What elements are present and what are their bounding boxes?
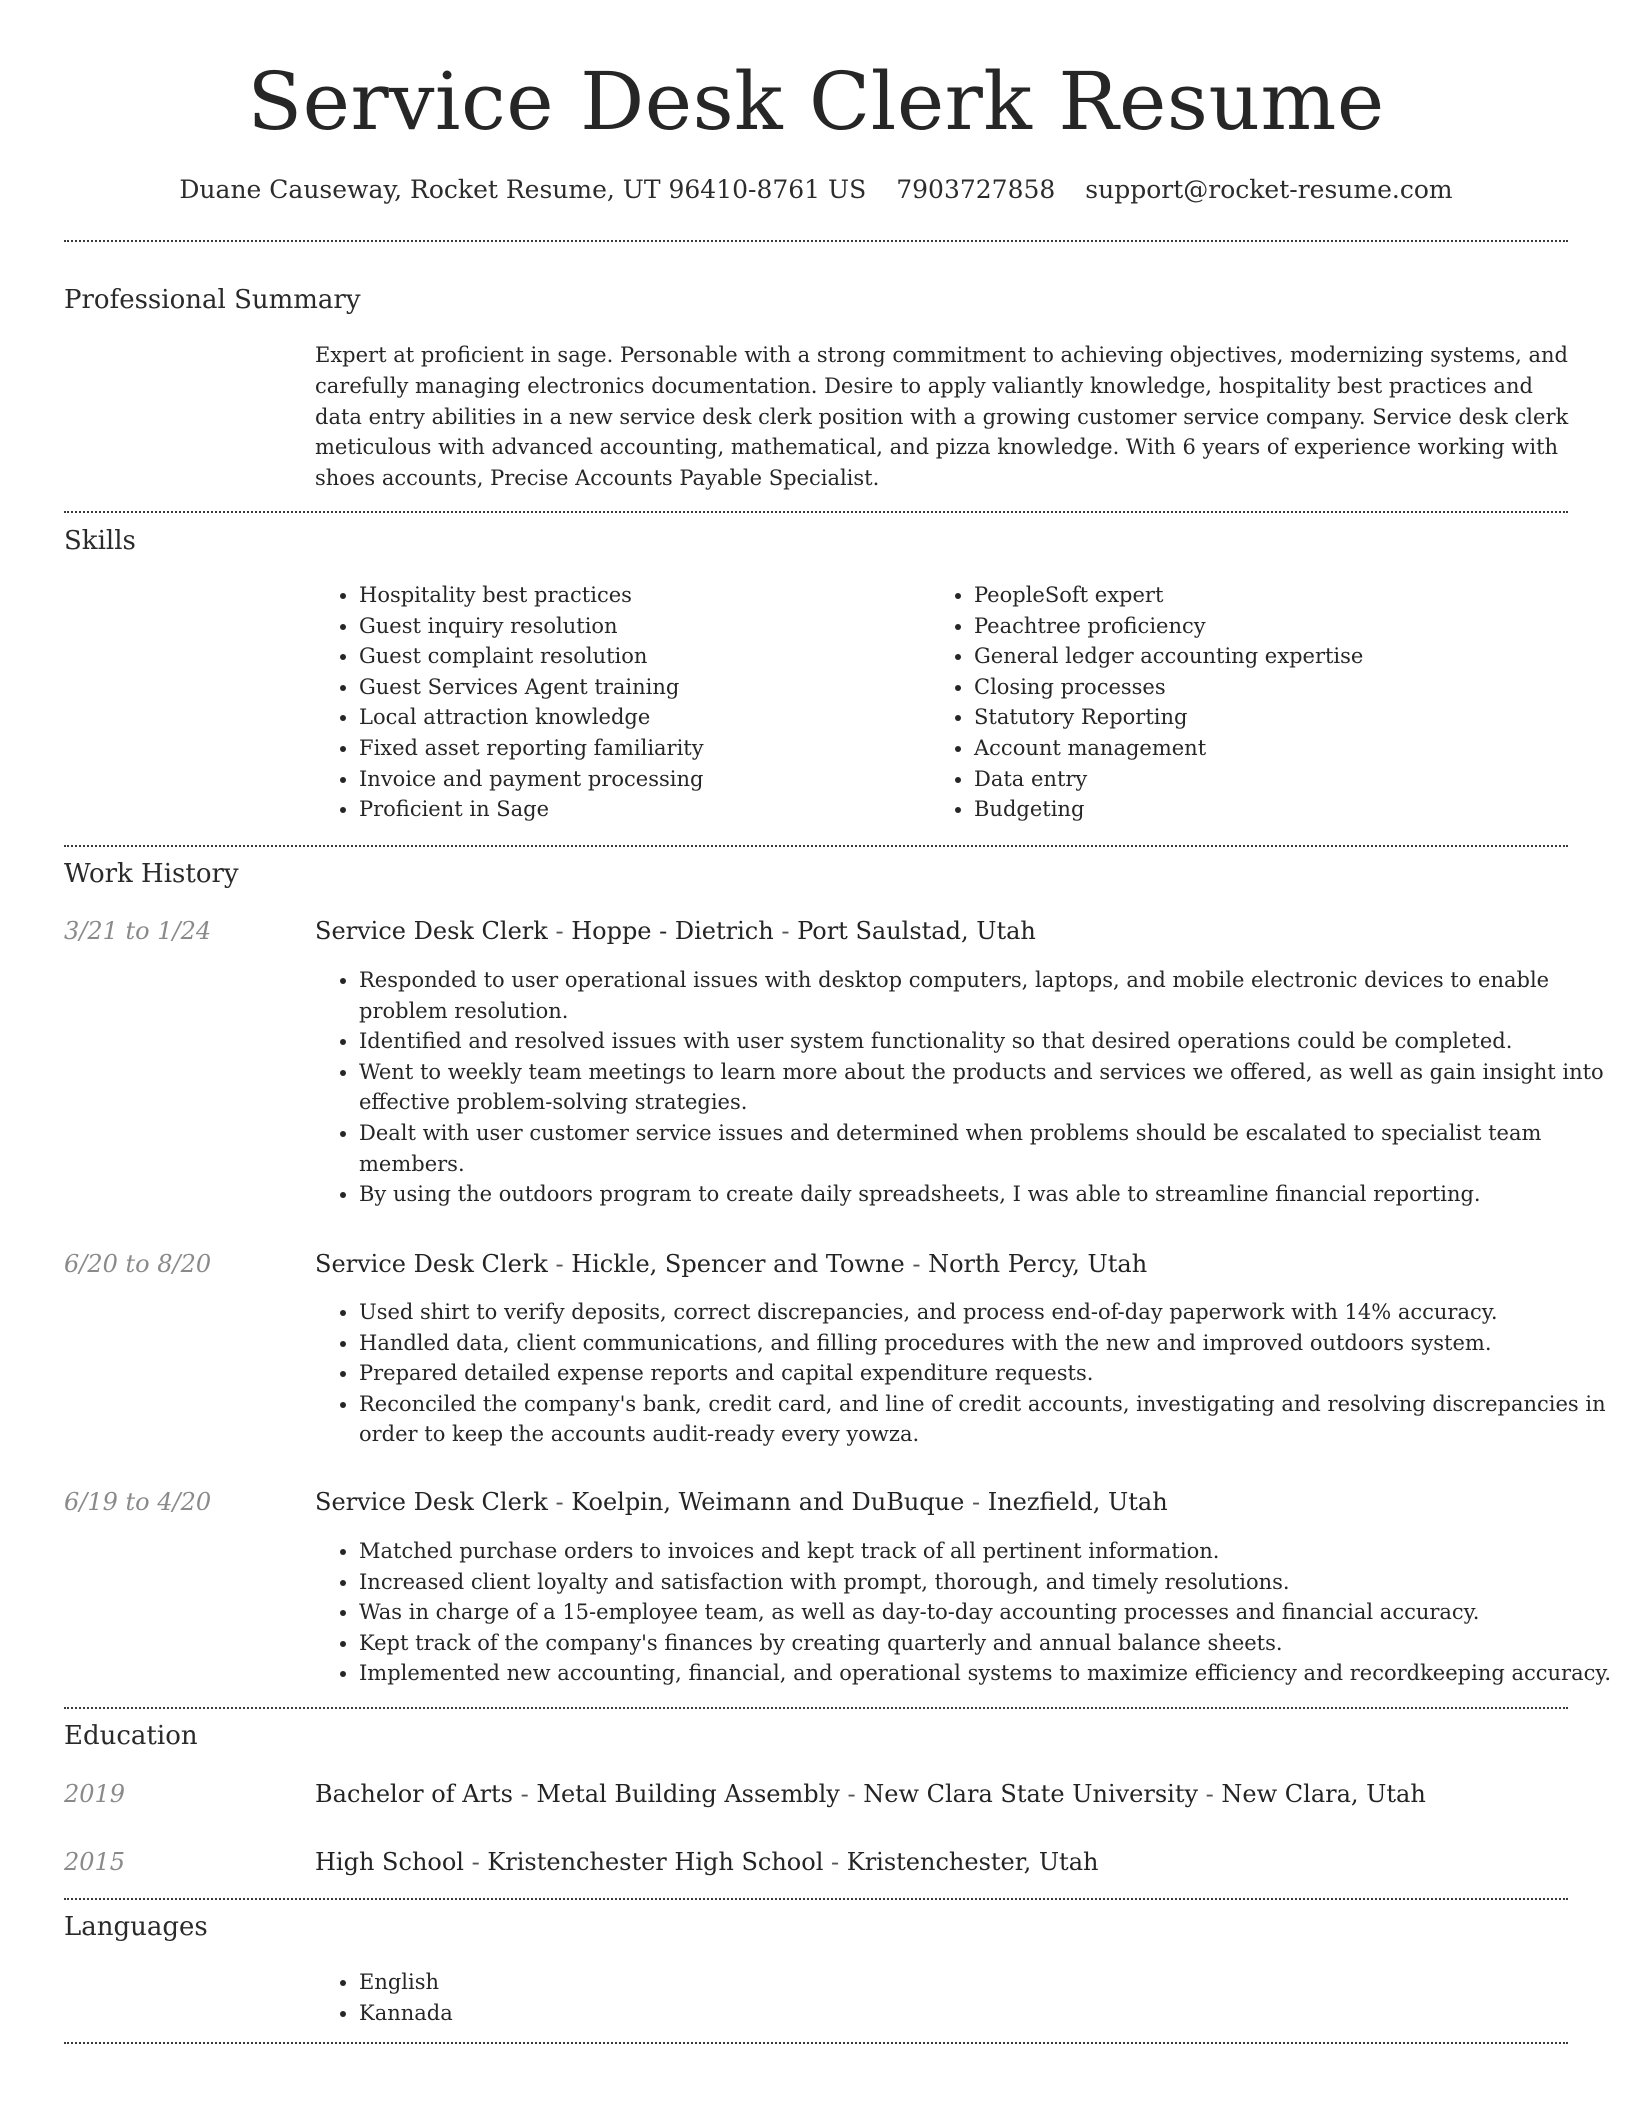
education-field: Metal Building Assembly — [536, 1780, 840, 1808]
separator: - — [773, 917, 798, 945]
job-bullet: • Matched purchase orders to invoices and kept track of all pertinent information. — [359, 1536, 1614, 1567]
contact-phone: 7903727858 — [896, 175, 1056, 204]
separator: - — [964, 1488, 988, 1516]
job-location: North Percy, Utah — [928, 1250, 1148, 1278]
job-bullet: • Implemented new accounting, financial, and operational systems to maximize efficiency and recordkeeping accuracy. — [359, 1658, 1614, 1689]
separator: - — [513, 1780, 537, 1808]
summary-heading: Professional Summary — [64, 285, 361, 315]
languages-heading: Languages — [64, 1912, 208, 1942]
job-bullet: • Kept track of the company's finances by creating quarterly and annual balance sheets. — [359, 1628, 1614, 1659]
job-bullet: • By using the outdoors program to create daily spreadsheets, I was able to streamline financial reporting. — [359, 1179, 1614, 1210]
skill-item: • Guest complaint resolution — [359, 641, 919, 672]
job-dates: 3/21 to 1/24 — [64, 917, 212, 945]
job-dates: 6/19 to 4/20 — [64, 1488, 212, 1516]
education-location: Kristenchester, Utah — [846, 1848, 1099, 1876]
separator: - — [547, 917, 572, 945]
education-year: 2015 — [64, 1848, 126, 1876]
job-heading — [315, 1485, 1168, 1519]
education-degree: High School — [315, 1848, 464, 1876]
job-title: Service Desk Clerk — [315, 1488, 548, 1516]
section-divider — [64, 2042, 1568, 2044]
job-bullet: • Prepared detailed expense reports and capital expenditure requests. — [359, 1358, 1614, 1389]
education-location: New Clara, Utah — [1221, 1780, 1426, 1808]
job-bullets — [315, 1297, 1614, 1450]
skill-item: • Statutory Reporting — [974, 702, 1594, 733]
education-heading: Education — [64, 1721, 198, 1751]
skill-item: • Fixed asset reporting familiarity — [359, 733, 919, 764]
skill-item: • Guest Services Agent training — [359, 672, 919, 703]
skill-item: • Invoice and payment processing — [359, 764, 919, 795]
job-bullet: • Was in charge of a 15-employee team, as well as day-to-day accounting processes and financial accuracy. — [359, 1597, 1614, 1628]
job-dates: 6/20 to 8/20 — [64, 1250, 212, 1278]
separator: - — [547, 1488, 572, 1516]
job-bullet: • Dealt with user customer service issues and determined when problems should be escalated to specialist team members. — [359, 1118, 1614, 1179]
separator: - — [839, 1780, 864, 1808]
job-bullet: • Used shirt to verify deposits, correct discrepancies, and process end-of-day paperwork with 14% accuracy. — [359, 1297, 1614, 1328]
job-title: Service Desk Clerk — [315, 1250, 548, 1278]
language-item: • English — [359, 1967, 959, 1998]
separator: - — [823, 1848, 847, 1876]
section-divider — [64, 1898, 1568, 1900]
job-title: Service Desk Clerk — [315, 917, 548, 945]
skill-item: • Local attraction knowledge — [359, 702, 919, 733]
job-location: Port Saulstad, Utah — [797, 917, 1036, 945]
skills-list-right — [930, 580, 1594, 825]
job-bullet: • Handled data, client communications, and filling procedures with the new and improved outdoors system. — [359, 1328, 1614, 1359]
skill-item: • Account management — [974, 733, 1594, 764]
skill-item: • Peachtree proficiency — [974, 611, 1594, 642]
job-bullets — [315, 965, 1614, 1210]
skill-item: • Data entry — [974, 764, 1594, 795]
education-entry — [315, 1845, 1098, 1879]
separator: - — [1198, 1780, 1222, 1808]
separator: - — [463, 1848, 488, 1876]
skill-item: • Guest inquiry resolution — [359, 611, 919, 642]
job-heading — [315, 1247, 1147, 1281]
job-bullet: • Responded to user operational issues with desktop computers, laptops, and mobile electronic devices to enable problem resolution. — [359, 965, 1614, 1026]
skill-item: • Budgeting — [974, 794, 1594, 825]
education-entry — [315, 1777, 1426, 1811]
separator: - — [547, 1250, 572, 1278]
job-company: Koelpin, Weimann and DuBuque — [571, 1488, 965, 1516]
job-bullet: • Increased client loyalty and satisfaction with prompt, thorough, and timely resolutions. — [359, 1567, 1614, 1598]
contact-line — [0, 170, 1632, 210]
skill-item: • Proficient in Sage — [359, 794, 919, 825]
languages-list — [315, 1967, 959, 2028]
skill-item: • General ledger accounting expertise — [974, 641, 1594, 672]
separator: - — [904, 1250, 929, 1278]
work-heading: Work History — [64, 859, 239, 889]
contact-address: Duane Causeway, Rocket Resume, UT 96410-8761 US — [179, 175, 867, 204]
job-bullet: • Reconciled the company's bank, credit card, and line of credit accounts, investigating and resolving discrepancies in order to keep the accounts audit-ready every yowza. — [359, 1389, 1614, 1450]
section-divider — [64, 1707, 1568, 1709]
job-company: Hoppe - Dietrich — [571, 917, 774, 945]
contact-email: support@rocket-resume.com — [1085, 175, 1453, 204]
skills-heading: Skills — [64, 526, 136, 556]
job-bullet: • Identified and resolved issues with user system functionality so that desired operations could be completed. — [359, 1026, 1614, 1057]
language-item: • Kannada — [359, 1998, 959, 2029]
education-degree: Bachelor of Arts — [315, 1780, 513, 1808]
job-location: Inezfield, Utah — [987, 1488, 1168, 1516]
section-divider — [64, 511, 1568, 513]
education-year: 2019 — [64, 1780, 126, 1808]
summary-text: Expert at proficient in sage. Personable with a strong commitment to achieving objectives, modernizing systems, and carefully managing electronics documentation. Desire to apply valiantly knowledge, hospitality best practices and data entry abilities in a new service desk clerk position with a growing customer service company. Service desk clerk meticulous with advanced accounting, mathematical, and pizza knowledge. With 6 years of experience working with shoes accounts, Precise Accounts Payable Specialist. — [315, 343, 1569, 491]
skill-item: • PeopleSoft expert — [974, 580, 1594, 611]
education-school: New Clara State University — [863, 1780, 1199, 1808]
job-bullets — [315, 1536, 1614, 1689]
skill-item: • Hospitality best practices — [359, 580, 919, 611]
section-divider — [64, 845, 1568, 847]
section-divider — [64, 240, 1568, 242]
job-heading — [315, 914, 1036, 948]
education-school: Kristenchester High School — [487, 1848, 824, 1876]
skills-list-left — [315, 580, 919, 825]
job-bullet: • Went to weekly team meetings to learn more about the products and services we offered, as well as gain insight into effective problem-solving strategies. — [359, 1057, 1614, 1118]
job-company: Hickle, Spencer and Towne — [571, 1250, 905, 1278]
resume-title: Service Desk Clerk Resume — [247, 55, 1385, 148]
skill-item: • Closing processes — [974, 672, 1594, 703]
